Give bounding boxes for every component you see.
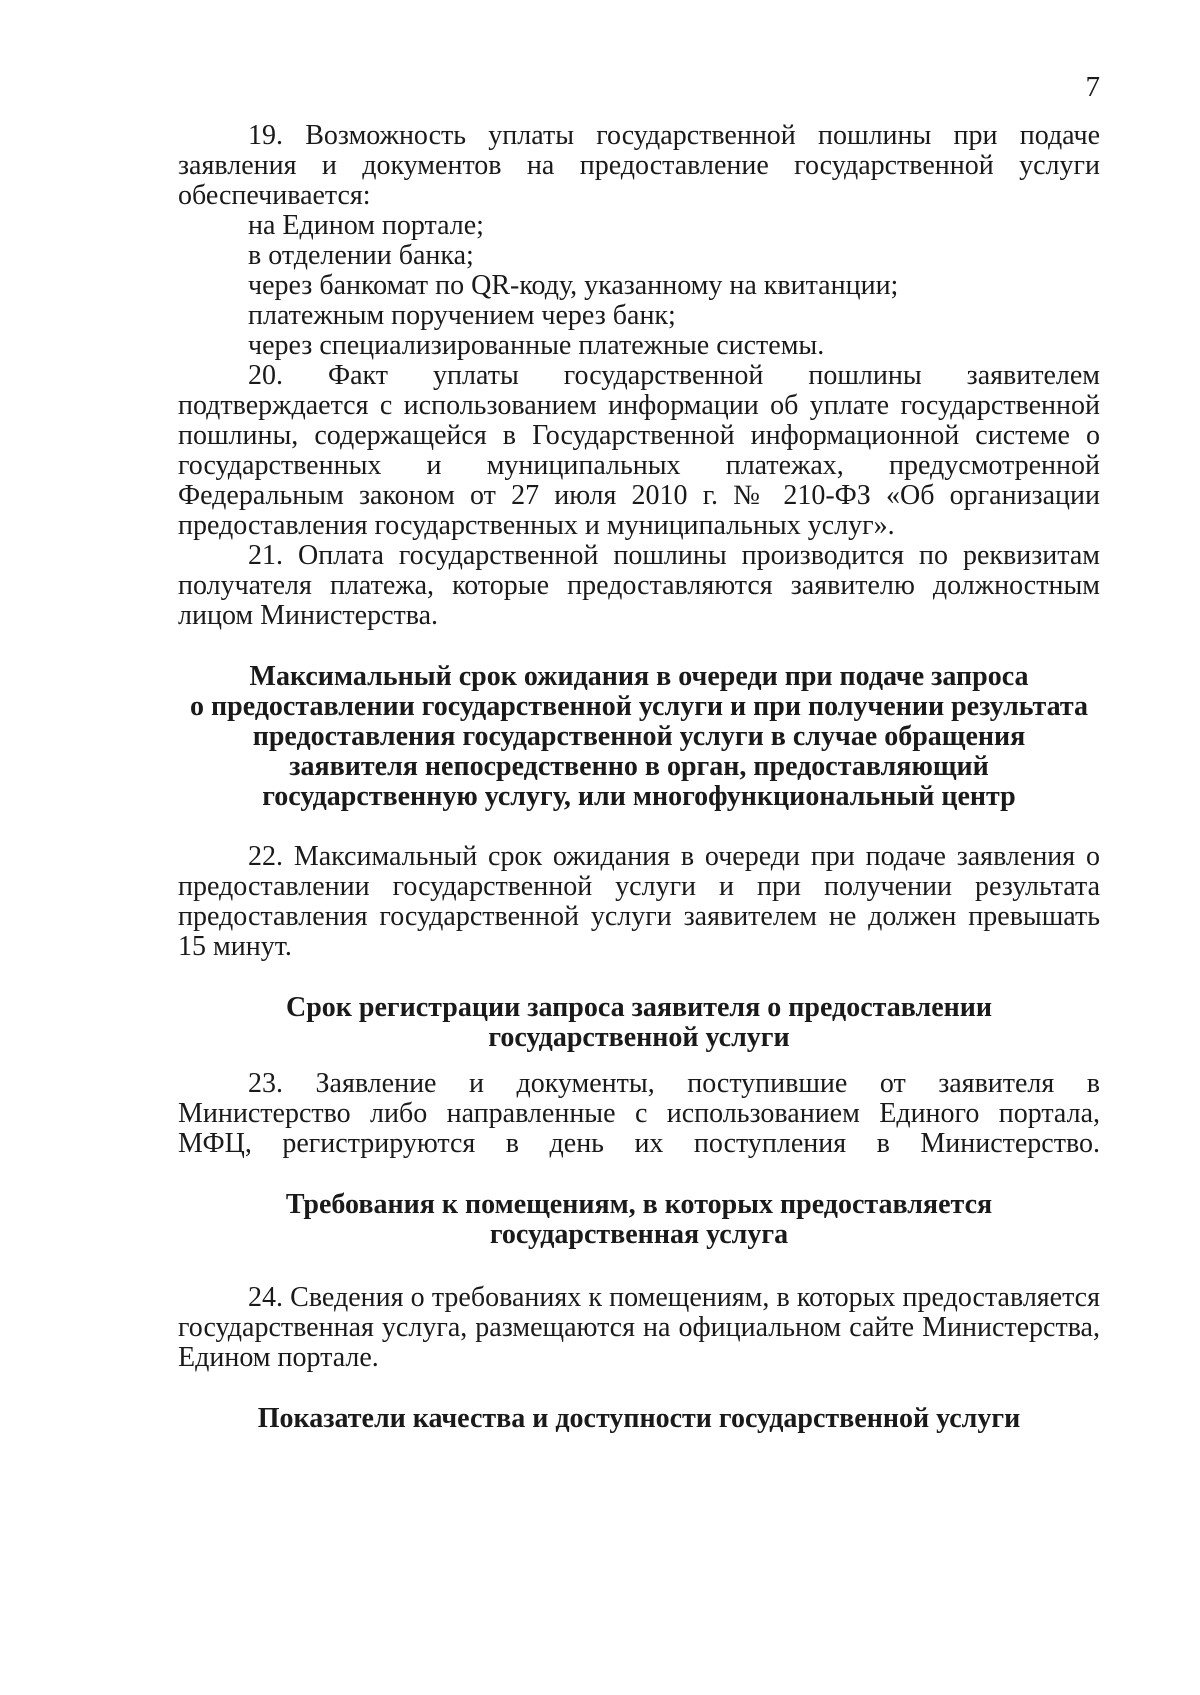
heading-queue-line-1: Максимальный срок ожидания в очереди при подаче запроса	[249, 661, 1029, 692]
section-19-item-5: через специализированные платежные системы.	[248, 330, 825, 361]
heading-premises-line-1: Требования к помещениям, в которых предоставляется	[285, 1189, 993, 1220]
heading-quality-line-1: Показатели качества и доступности государственной услуги	[257, 1403, 1021, 1434]
heading-queue-line-3: предоставления государственной услуги в случае обращения	[252, 721, 1026, 752]
section-24	[178, 1283, 1100, 1373]
section-19-item-4: платежным поручением через банк;	[248, 300, 676, 331]
section-22-paragraph: 22. Максимальный срок ожидания в очереди при подаче заявления о предоставлении государственной услуги и при получении результата предоставления государственной услуги заявителем не должен превышать 15 минут.	[178, 841, 1100, 962]
heading-registration-line-1: Срок регистрации запроса заявителя о предоставлении	[285, 992, 993, 1023]
section-22	[178, 842, 1100, 962]
heading-queue-line-2: о предоставлении государственной услуги и при получении результата	[190, 691, 1088, 722]
section-19	[178, 121, 1100, 361]
section-20	[178, 361, 1100, 541]
heading-queue-line-5: государственную услугу, или многофункциональный центр	[262, 781, 1016, 812]
page-number: 7	[1085, 71, 1100, 103]
heading-queue-time	[178, 662, 1100, 812]
section-23	[178, 1069, 1100, 1159]
section-19-intro: 19. Возможность уплаты государственной пошлины при подаче заявления и документов на предоставление государственной услуги обеспечивается:	[178, 120, 1100, 211]
heading-premises-requirements	[178, 1190, 1100, 1250]
section-21-paragraph: 21. Оплата государственной пошлины производится по реквизитам получателя платежа, которые предоставляются заявителю должностным лицом Министерства.	[178, 540, 1100, 631]
section-19-item-1: на Едином портале;	[248, 210, 484, 241]
section-24-paragraph: 24. Сведения о требованиях к помещениям, в которых предоставляется государственная услуга, размещаются на официальном сайте Министерства, Едином портале.	[178, 1282, 1100, 1373]
heading-queue-line-4: заявителя непосредственно в орган, предоставляющий	[289, 751, 989, 782]
heading-premises-line-2: государственная услуга	[489, 1219, 789, 1250]
heading-quality-indicators	[178, 1404, 1100, 1434]
heading-registration-line-2: государственной услуги	[488, 1022, 790, 1053]
section-21	[178, 541, 1100, 631]
section-23-paragraph: 23. Заявление и документы, поступившие от заявителя в Министерство либо направленные с использованием Единого портала, МФЦ, регистрируются в день их поступления в Министерство.	[178, 1068, 1100, 1159]
heading-registration-term	[178, 993, 1100, 1053]
section-20-paragraph: 20. Факт уплаты государственной пошлины заявителем подтверждается с использованием информации об уплате государственной пошлины, содержащейся в Государственной информационной системе о государственных и муниципальных платежах, предусмотренной Федеральным законом от 27 июля 2010 г. № 210-ФЗ «Об организации предоставления государственных и муниципальных услуг».	[178, 360, 1100, 541]
section-19-item-2: в отделении банка;	[248, 240, 474, 271]
section-19-item-3: через банкомат по QR-коду, указанному на квитанции;	[248, 270, 899, 301]
